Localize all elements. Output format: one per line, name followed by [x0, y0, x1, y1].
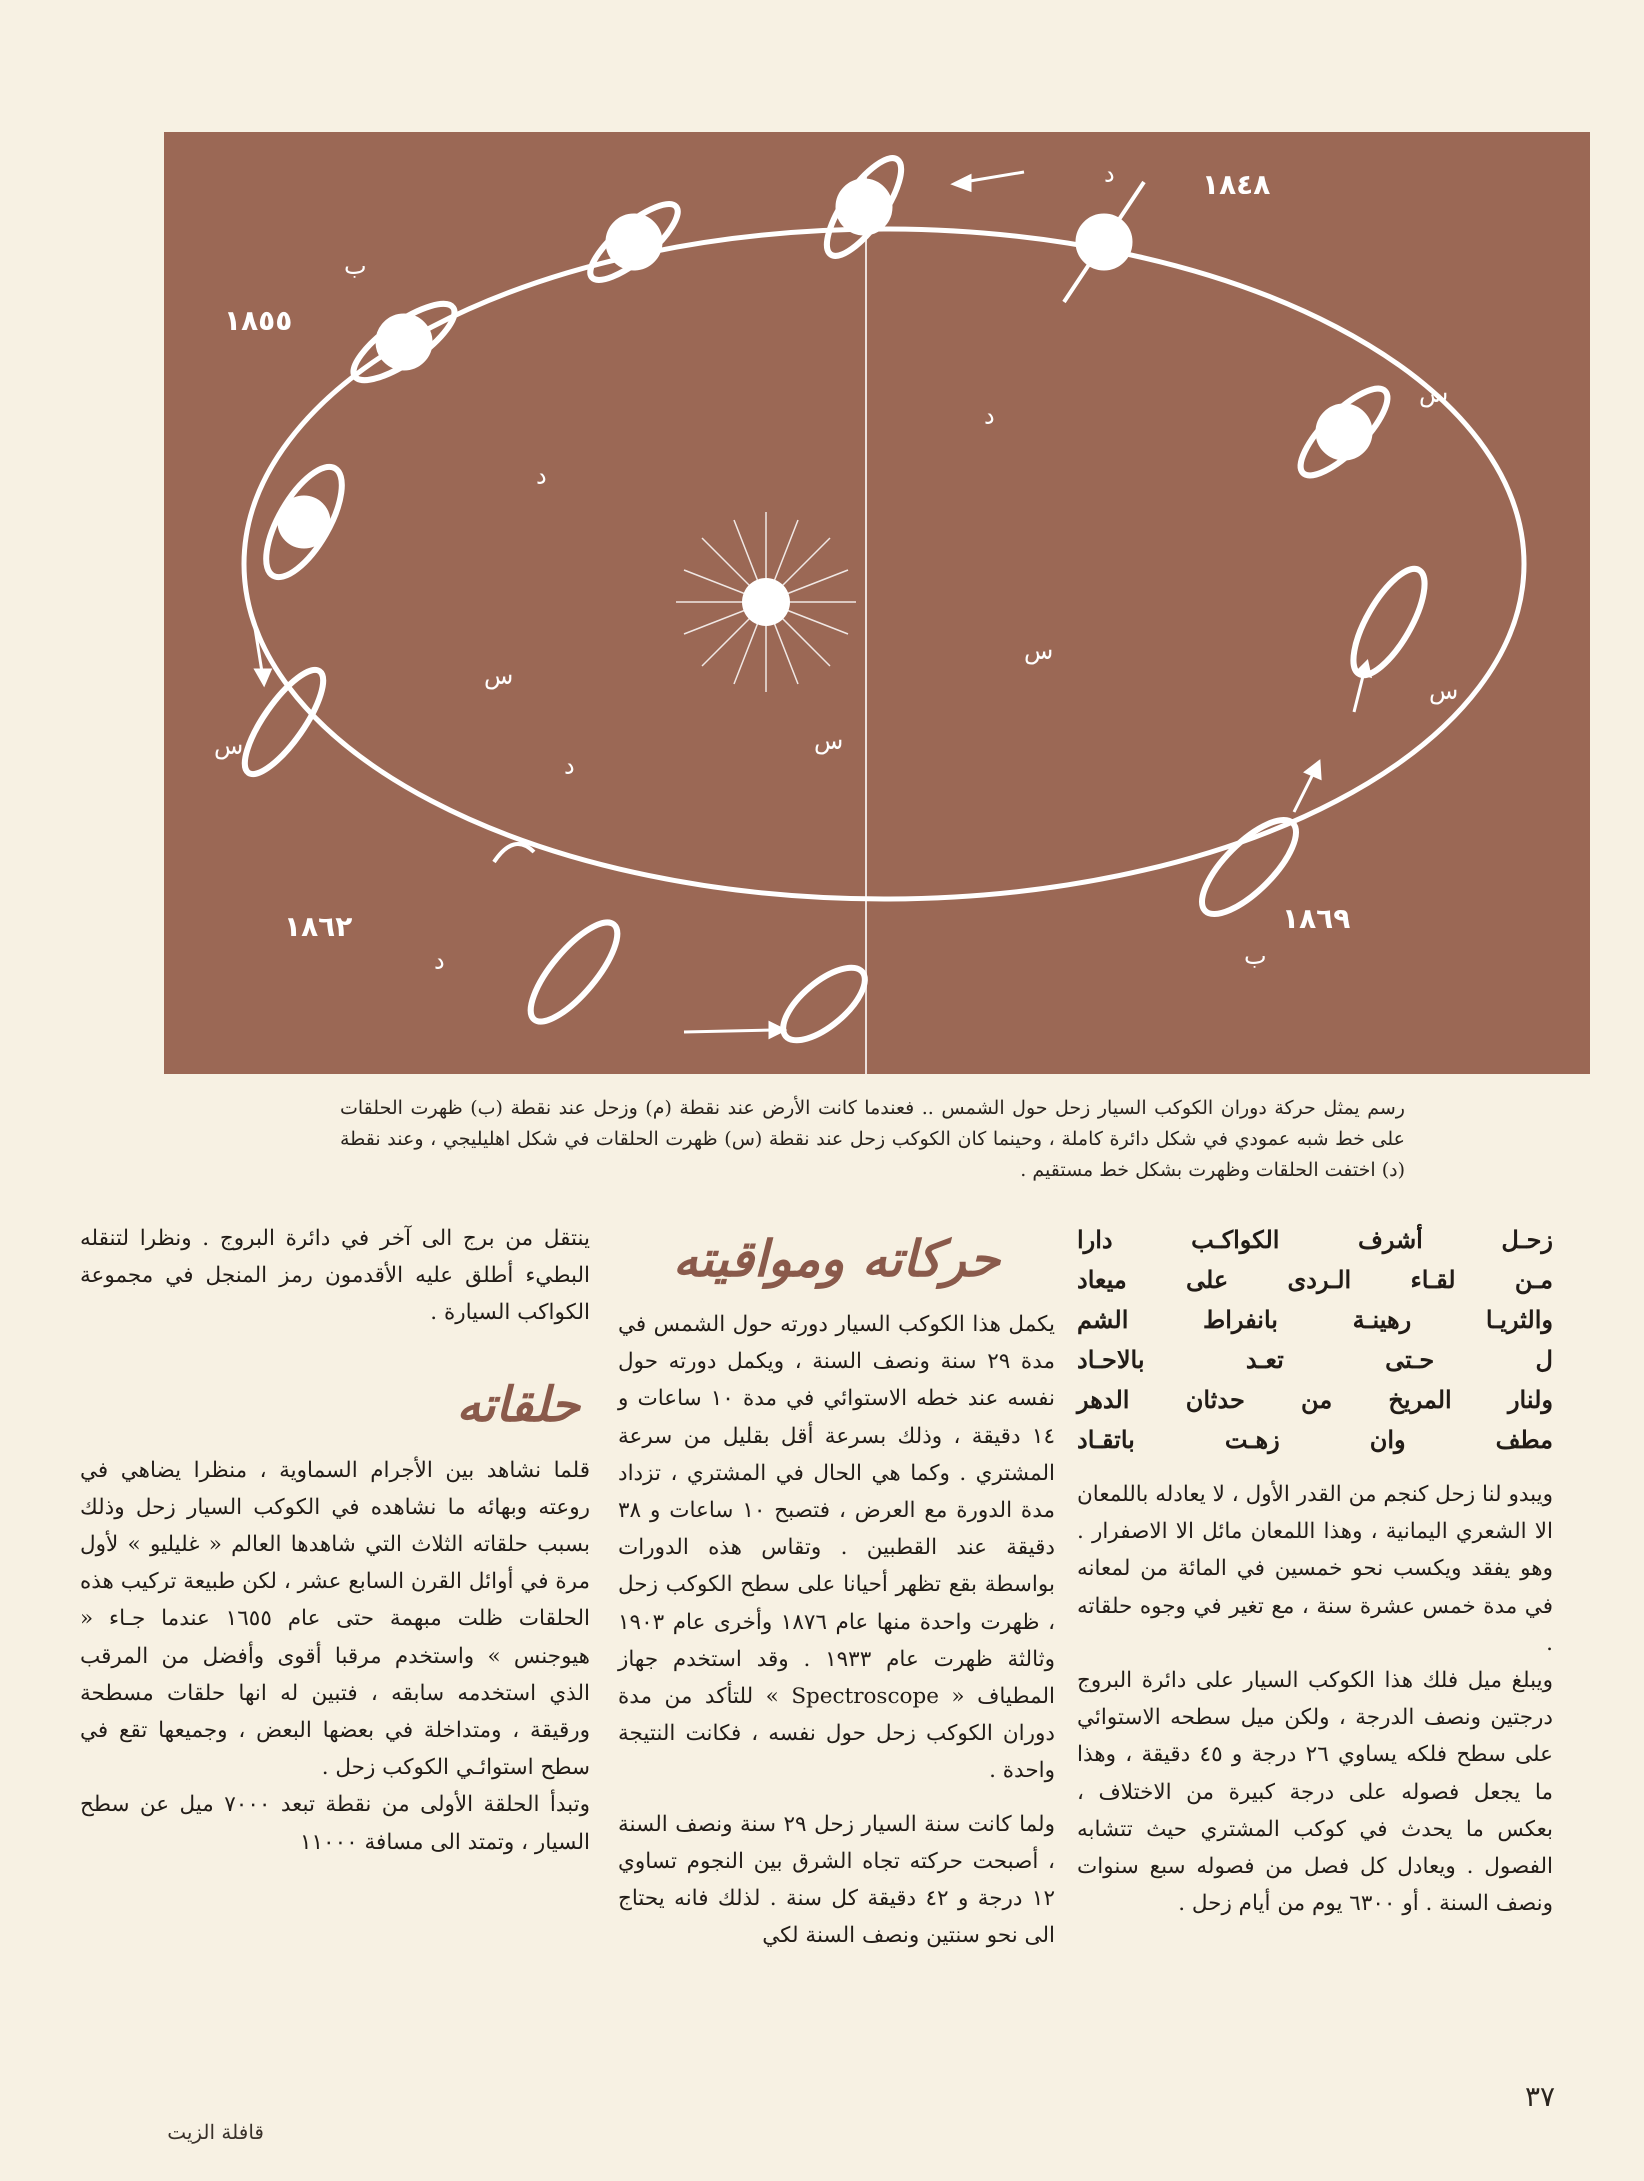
publication-title: قافلة الزيت: [167, 2120, 264, 2144]
section-heading-rings: حلقاته: [456, 1376, 580, 1433]
point-s-left: س: [214, 732, 244, 760]
paragraph: ويبدو لنا زحل كنجم من القدر الأول ، لا يعادله باللمعان الا الشعري اليمانية ، وهذا اللمعان مائل الا الاصفرار . وهو يفقد ويكسب نحو خمسين في المائة من لمعانه في مدة خمس عشرة سنة ، مع تغير في وجوه حلقاته .: [1077, 1482, 1553, 1656]
section-heading-motion: حركاته ومواقيته: [672, 1229, 1001, 1288]
figure-caption: رسم يمثل حركة دوران الكوكب السيار زحل حول الشمس .. فعندما كانت الأرض عند نقطة (م) وزحل عند نقطة (ب) ظهرت الحلقات على خط شبه عمودي في شكل دائرة كاملة ، وحينما كان الكوكب زحل عند نقطة (س) ظهرت الحلقات في شكل اهليليجي ، وعند نقطة (د) اختفت الحلقات وظهرت بشكل خط مستقيم .: [340, 1097, 1405, 1181]
paragraph: ينتقل من برج الى آخر في دائرة البروج . ونظرا لتنقله البطيء أطلق عليه الأقدمون رمز المنجل في مجموعة الكواكب السيارة .: [80, 1226, 590, 1326]
paragraph: وتبدأ الحلقة الأولى من نقطة تبعد ٧٠٠٠ ميل عن سطح السيار ، وتمتد الى مسافة ١١٠٠٠: [80, 1792, 590, 1855]
saturn-top-left: [580, 193, 687, 291]
paragraph: ولما كانت سنة السيار زحل ٢٩ سنة ونصف السنة ، أصبحت حركته تجاه الشرق بين النجوم تساوي ١٢ درجة و ٤٢ دقيقة كل سنة . لذلك فانه يحتاج الى نحو سنتين ونصف السنة لكي: [618, 1811, 1055, 1949]
poem-line: مطف وان زهـت باتقـاد: [1077, 1425, 1553, 1454]
saturn-left-upper: [343, 291, 464, 393]
paragraph: ويبلغ ميل فلك هذا الكوكب السيار على دائرة البروج درجتين ونصف الدرجة ، ولكن ميل سطحه الاستوائي على سطح فلكه يساوي ٢٦ درجة و ٤٥ دقيقة ، وهذا ما يجعل فصوله على درجة كبيرة من الاختلاف ، بعكس ما يحدث في كوكب المشتري حيث تتشابه الفصول . ويعادل كل فصل من فصوله سبع سنوات ونصف السنة . أو ٦٣٠٠ يوم من أيام زحل .: [1077, 1668, 1553, 1917]
point-b-top: ب: [344, 252, 367, 280]
point-s-right-middle: س: [1429, 677, 1459, 705]
poem-line: والثريـا رهينـة بانفراط الشم: [1077, 1305, 1553, 1334]
sun: [742, 578, 790, 626]
point-s-inner-left: س: [484, 662, 514, 690]
paragraph: يكمل هذا الكوكب السيار دورته حول الشمس في مدة ٢٩ سنة ونصف السنة ، ويكمل دورته حول نفسه عند خطه الاستوائي في مدة ١٠ ساعات و ١٤ دقيقة ، وذلك بسرعة أقل بقليل من سرعة المشتري . وكما هي الحال في المشتري ، تزداد مدة الدورة مع العرض ، فتصبح ١٠ ساعات و ٣٨ دقيقة عند القطبين . وتقاس هذه الدورات بواسطة بقع تظهر أحيانا على سطح الكوكب زحل ، ظهرت واحدة منها عام ١٨٧٦ وأخرى عام ١٩٠٣ وثالثة ظهرت عام ١٩٣٣ . وقد استخدم جهاز المطياف « Spectroscope » للتأكد من مدة دوران الكوكب زحل حول نفسه ، فكانت النتيجة واحدة .: [618, 1312, 1056, 1784]
poem-line: ولنار المريخ من حدثان الدهر: [1077, 1385, 1553, 1414]
saturn-bottom-center: [772, 955, 877, 1053]
ring-arc-bottom: [494, 844, 534, 862]
year-1862: ١٨٦٢: [284, 910, 353, 943]
saturn-top-center: [814, 148, 913, 266]
paragraph: قلما نشاهد بين الأجرام السماوية ، منظرا يضاهي في روعته وبهائه ما نشاهده في الكوكب السيار زحل وذلك بسبب حلقاته الثلاث التي شاهدها العالم « غليليو » لأول مرة في أوائل القرن السابع عشر ، لكن طبيعة تركيب هذه الحلقات ظلت مبهمة حتى عام ١٦٥٥ عندما جـاء « هيوجنس » واستخدم مرقبا أقوى وأفضل من المرقب الذي استخدمه سابقه ، فتبين له انها حلقات مسطحة ورقيقة ، ومتداخلة في بعضها البعض ، وجميعها تقع في سطح استوائـي الكوكب زحل .: [80, 1457, 590, 1781]
orbit-diagram: [164, 132, 1590, 1074]
point-d-top: د: [1104, 160, 1115, 188]
saturn-top-right: [1064, 182, 1144, 302]
year-1869: ١٨٦٩: [1282, 902, 1351, 935]
point-d-bottom: د: [434, 947, 445, 975]
point-s-right-upper: س: [1419, 380, 1449, 408]
poem: [1077, 1220, 1553, 1460]
saturn-orbit-figure: [164, 132, 1590, 1074]
column-left: [80, 1220, 590, 1861]
page-number: ٣٧: [1524, 2080, 1556, 2113]
orbit-ellipse: [244, 229, 1524, 899]
point-d-inner-left: د: [536, 462, 547, 490]
saturn-planets: [232, 148, 1438, 1053]
column-right: [1077, 1220, 1553, 1922]
point-s-inner-right: س: [1024, 637, 1054, 665]
point-d-inner-lower: د: [564, 752, 575, 780]
poem-line: زحـل أشرف الكواكـب دارا: [1077, 1225, 1553, 1254]
point-b-bottom: ب: [1244, 942, 1267, 970]
column-middle: [618, 1220, 1055, 1954]
poem-line: مـن لقـاء الـردى على ميعاد: [1077, 1265, 1553, 1294]
poem-line: ل حـتى تعـد بالاحـاد: [1077, 1345, 1553, 1374]
year-1855: ١٨٥٥: [224, 304, 293, 337]
point-s-inner-center: س: [814, 727, 844, 755]
year-1848: ١٨٤٨: [1202, 168, 1271, 201]
point-d-inner-upper: د: [984, 402, 995, 430]
saturn-right-upper: [1289, 377, 1399, 487]
saturn-bottom-left: [517, 910, 630, 1033]
saturn-right-middle: [1340, 559, 1438, 685]
